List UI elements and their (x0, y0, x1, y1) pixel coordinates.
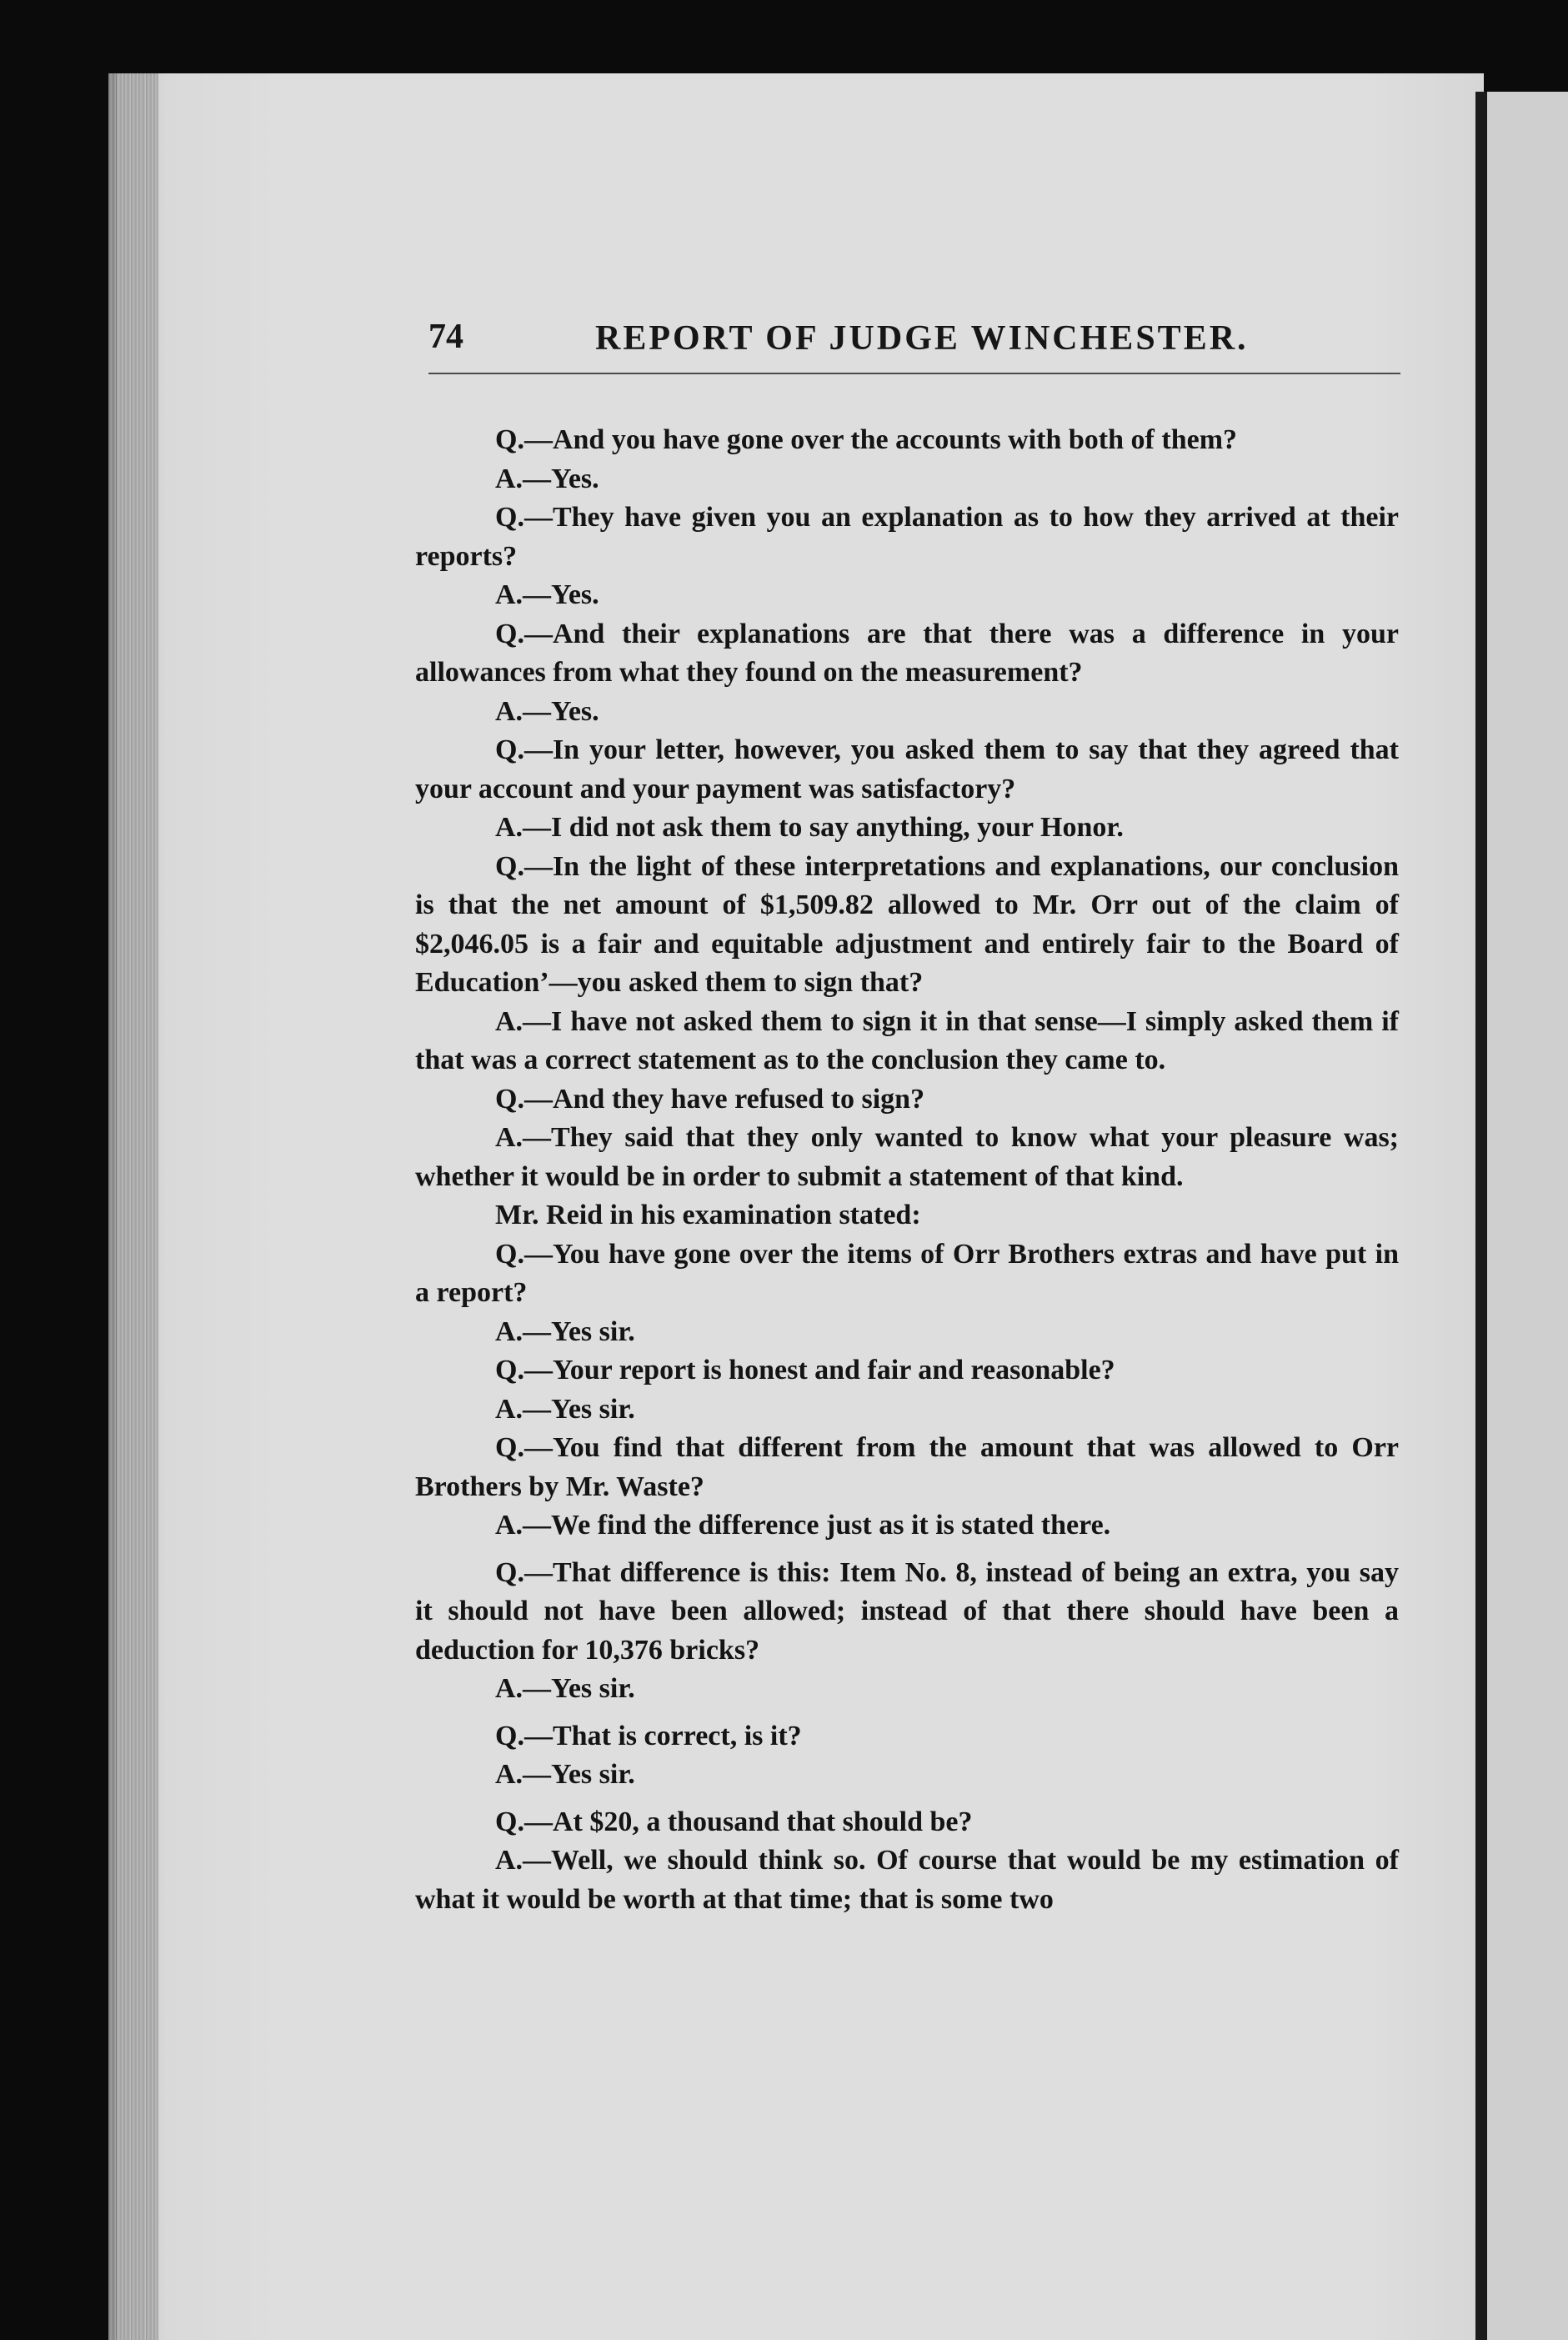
paragraph: Q.—Your report is honest and fair and reasonable? (495, 1355, 1115, 1385)
adjacent-page (1487, 92, 1568, 2340)
transcript-body (415, 421, 1399, 1919)
paragraph: Q.—And you have gone over the accounts with both of them? (495, 424, 1238, 455)
paragraph: Q.—In the light of these interpretations and explanations, our conclusion is that the net amount of $1,509.82 allowed to Mr. Orr out of the claim of $2,046.05 is a fair and equitable adjustment and entirely fair to the Board of Education’—you asked them to sign that? (415, 850, 1399, 998)
paragraph: A.—They said that they only wanted to know what your pleasure was; whether it would be in order to submit a statement of that kind. (415, 1122, 1399, 1192)
paragraph: Mr. Reid in his examination stated: (495, 1200, 921, 1230)
paragraph: Q.—At $20, a thousand that should be? (495, 1806, 973, 1837)
running-head: REPORT OF JUDGE WINCHESTER. (595, 319, 1249, 358)
paragraph: A.—Yes sir. (495, 1673, 635, 1704)
paragraph: Q.—You have gone over the items of Orr Brothers extras and have put in a report? (415, 1238, 1399, 1308)
page-number: 74 (428, 318, 463, 356)
paragraph: A.—I did not ask them to say anything, your Honor. (495, 812, 1124, 843)
paragraph: A.—Well, we should think so. Of course that would be my estimation of what it would be worth at that time; that is some two (415, 1845, 1399, 1915)
paragraph: A.—I have not asked them to sign it in that sense—I simply asked them if that was a correct statement as to the conclusion they came to. (415, 1005, 1399, 1075)
paragraph: Q.—You find that different from the amount that was allowed to Orr Brothers by Mr. Waste? (415, 1432, 1399, 1502)
paragraph: Q.—In your letter, however, you asked them to say that they agreed that your account and your payment was satisfactory? (415, 734, 1399, 804)
paragraph: A.—Yes sir. (495, 1315, 635, 1347)
paragraph: Q.—And they have refused to sign? (495, 1083, 925, 1115)
paragraph: A.—Yes sir. (495, 1759, 635, 1790)
paragraph: A.—We find the difference just as it is stated there. (495, 1510, 1111, 1541)
paragraph: Q.—And their explanations are that there was a difference in your allowances from what they found on the measurement? (415, 618, 1399, 688)
paragraph: Q.—That difference is this: Item No. 8, instead of being an extra, you say it should not have been allowed; instead of that there should have been a deduction for 10,376 bricks? (415, 1556, 1399, 1666)
paragraph: Q.—That is correct, is it? (495, 1720, 802, 1751)
paragraph: A.—Yes sir. (495, 1393, 635, 1425)
paragraph: A.—Yes. (495, 695, 599, 727)
page-gutter (108, 73, 158, 2340)
paragraph: A.—Yes. (495, 463, 599, 494)
paragraph: A.—Yes. (495, 579, 599, 610)
header-rule (428, 373, 1400, 374)
page-edge (1475, 92, 1487, 2340)
paragraph: Q.—They have given you an explanation as to how they arrived at their reports? (415, 502, 1399, 572)
